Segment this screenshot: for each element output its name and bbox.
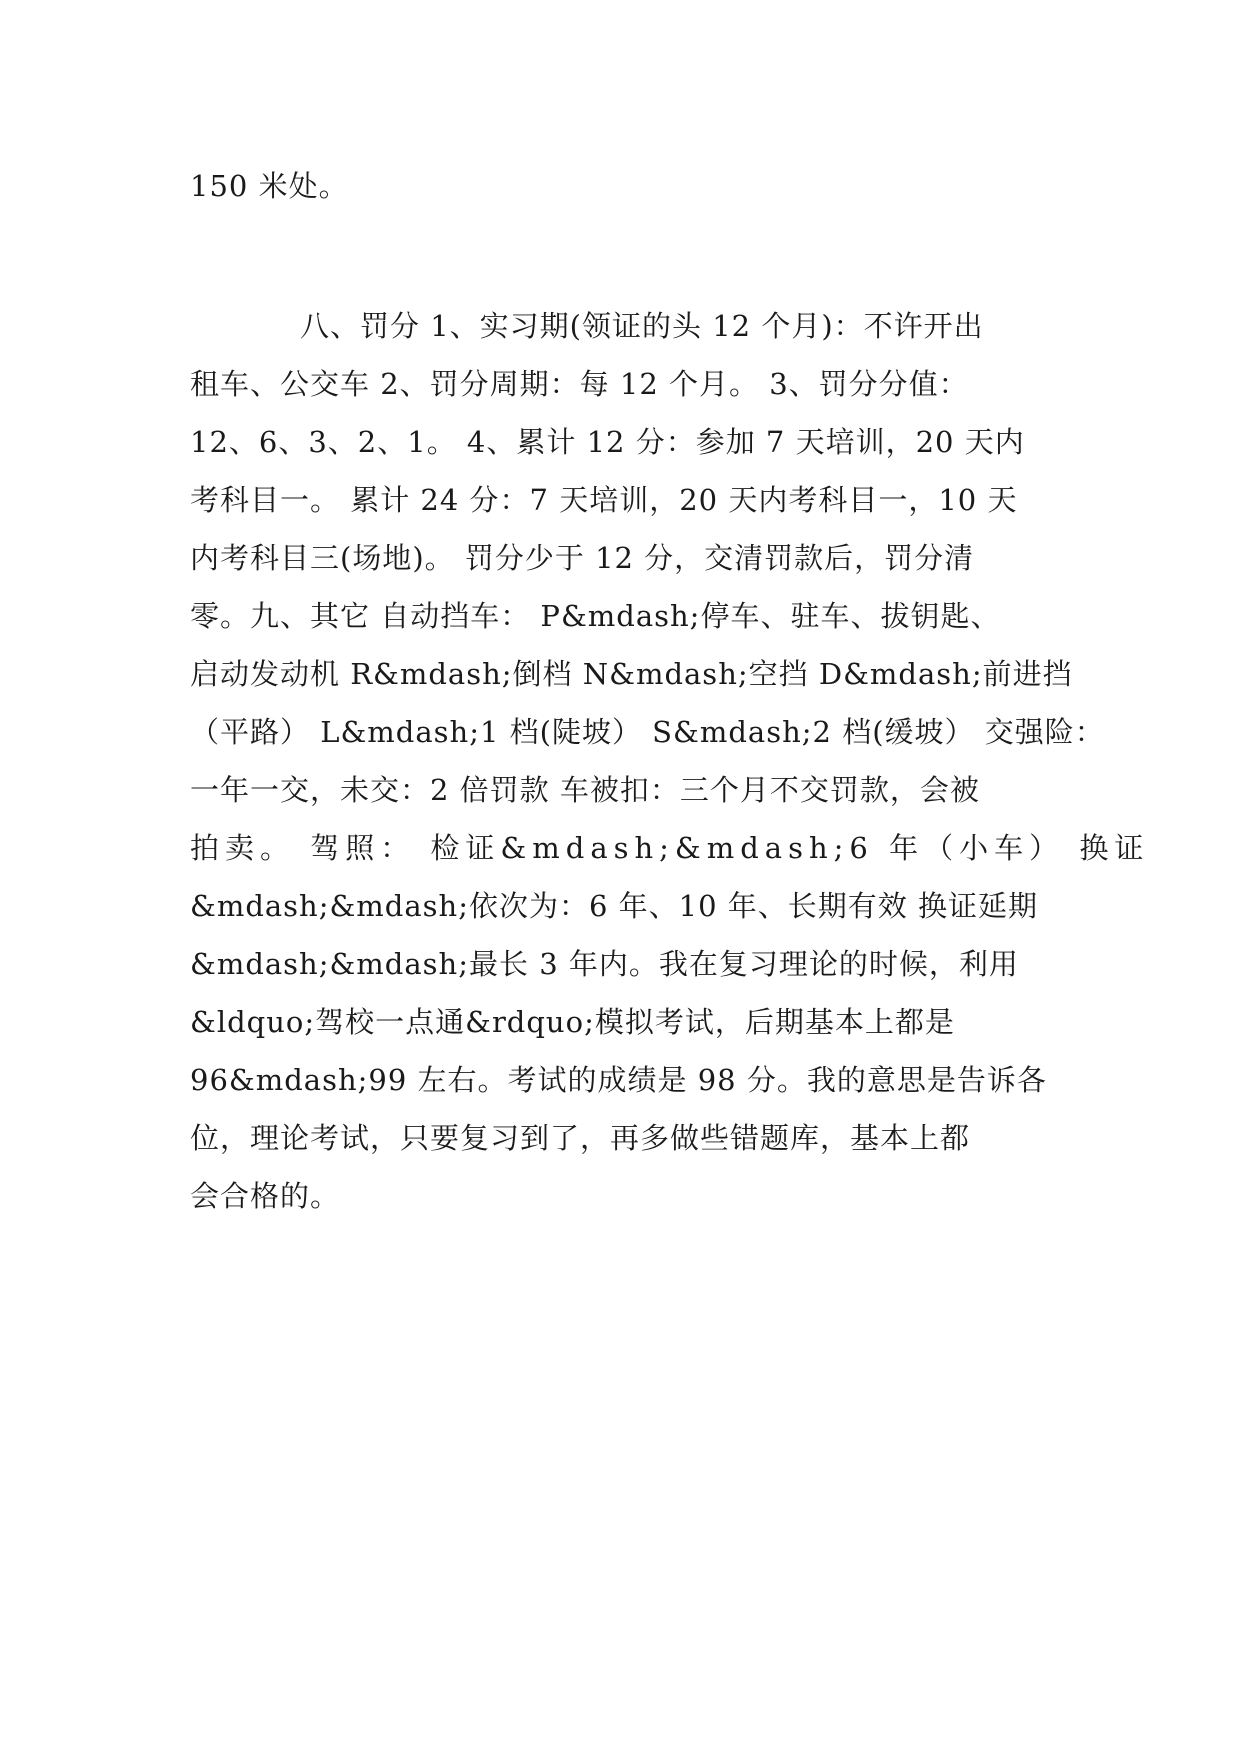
text-line-17: 会合格的。	[190, 1179, 341, 1213]
text-line-14: &ldquo;驾校一点通&rdquo;模拟考试，后期基本上都是	[190, 1005, 955, 1039]
text-line-15: 96&mdash;99 左右。考试的成绩是 98 分。我的意思是告诉各	[190, 1063, 1047, 1097]
text-line-16: 位，理论考试，只要复习到了，再多做些错题库，基本上都	[190, 1121, 971, 1155]
text-line-5: 考科目一。 累计 24 分：7 天培训，20 天内考科目一，10 天	[190, 483, 1018, 517]
text-line-12: &mdash;&mdash;依次为：6 年、10 年、长期有效 换证延期	[190, 889, 1039, 923]
text-line-1: 150 米处。	[190, 169, 349, 203]
text-line-9: （平路） L&mdash;1 档(陡坡） S&mdash;2 档(缓坡） 交强险：	[190, 715, 1105, 749]
text-line-4: 12、6、3、2、1。 4、累计 12 分：参加 7 天培训，20 天内	[190, 425, 1025, 459]
text-line-10: 一年一交，未交：2 倍罚款 车被扣：三个月不交罚款，会被	[190, 773, 980, 807]
text-line-11: 拍卖。 驾照： 检证&mdash;&mdash;6 年（小车） 换证	[190, 831, 1150, 865]
text-line-2: 八、罚分 1、实习期(领证的头 12 个月)：不许开出	[300, 309, 984, 343]
text-line-8: 启动发动机 R&mdash;倒档 N&mdash;空挡 D&mdash;前进挡	[190, 657, 1073, 691]
text-line-6: 内考科目三(场地)。 罚分少于 12 分，交清罚款后，罚分清	[190, 541, 975, 575]
text-line-7: 零。九、其它 自动挡车： P&mdash;停车、驻车、拔钥匙、	[190, 599, 1001, 633]
text-line-13: &mdash;&mdash;最长 3 年内。我在复习理论的时候，利用	[190, 947, 1019, 981]
text-line-3: 租车、公交车 2、罚分周期：每 12 个月。 3、罚分分值：	[190, 367, 969, 401]
